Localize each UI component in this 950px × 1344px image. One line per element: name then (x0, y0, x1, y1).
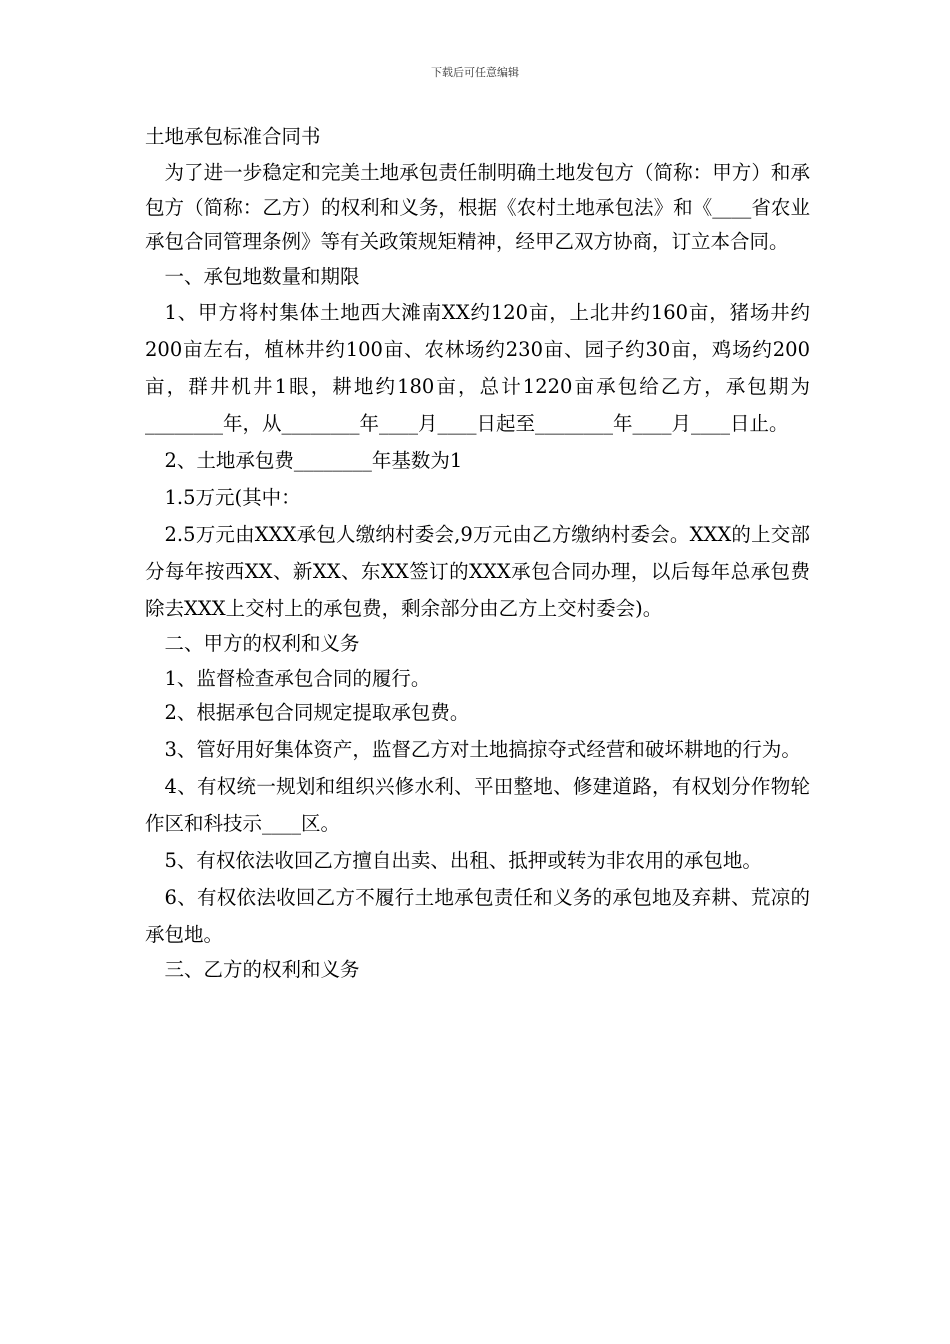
list-item-party-a-3: 3、管好用好集体资产，监督乙方对土地搞掠夺式经营和破坏耕地的行为。 (164, 737, 801, 761)
document-title: 土地承包标准合同书 (145, 125, 321, 148)
section-heading-3: 三、乙方的权利和义务 (164, 957, 360, 981)
paragraph-fee-detail-a: 1.5万元(其中： (164, 486, 301, 509)
section-heading-2: 二、甲方的权利和义务 (164, 632, 360, 655)
list-item-party-a-6: 6、有权依法收回乙方不履行土地承包责任和义务的承包地及弃耕、荒凉的承包地。 (145, 885, 810, 946)
paragraph-fee-detail-b: 2.5万元由XXX承包人缴纳村委会,9万元由乙方缴纳村委会。XXX的上交部分每年按西XX、新XX、东XX签订的XXX承包合同办理，以后每年总承包费除去XXX上交村上的承包费，剩余部分由乙方上交村委会)。 (145, 523, 810, 620)
list-item-party-a-5: 5、有权依法收回乙方擅自出卖、出租、抵押或转为非农用的承包地。 (164, 848, 762, 872)
paragraph-preamble: 为了进一步稳定和完美土地承包责任制明确土地发包方（简称：甲方）和承包方（简称：乙方）的权利和义务，根据《农村土地承包法》和《____省农业承包合同管理条例》等有关政策规矩精神，经甲乙双方协商，订立本合同。 (145, 161, 810, 253)
paragraph-contract-fee: 2、土地承包费________年基数为1 (164, 449, 463, 472)
section-heading-1: 一、承包地数量和期限 (164, 264, 360, 288)
list-item-party-a-1: 1、监督检查承包合同的履行。 (164, 666, 431, 690)
paragraph-land-quantity: 1、甲方将村集体土地西大滩南XX约120亩，上北井约160亩，猪场井约200亩左右，植林井约100亩、农林场约230亩、园子约30亩，鸡场约200亩，群井机井1眼，耕地约180亩，总计1220亩承包给乙方，承包期为________年，从________年____月____日起至________年____月____日止。 (145, 301, 810, 435)
page-header-note: 下载后可任意编辑 (431, 66, 519, 79)
list-item-party-a-2: 2、根据承包合同规定提取承包费。 (164, 701, 470, 724)
document-body (145, 120, 810, 987)
list-item-party-a-4: 4、有权统一规划和组织兴修水利、平田整地、修建道路，有权划分作物轮作区和科技示____区。 (145, 774, 810, 835)
